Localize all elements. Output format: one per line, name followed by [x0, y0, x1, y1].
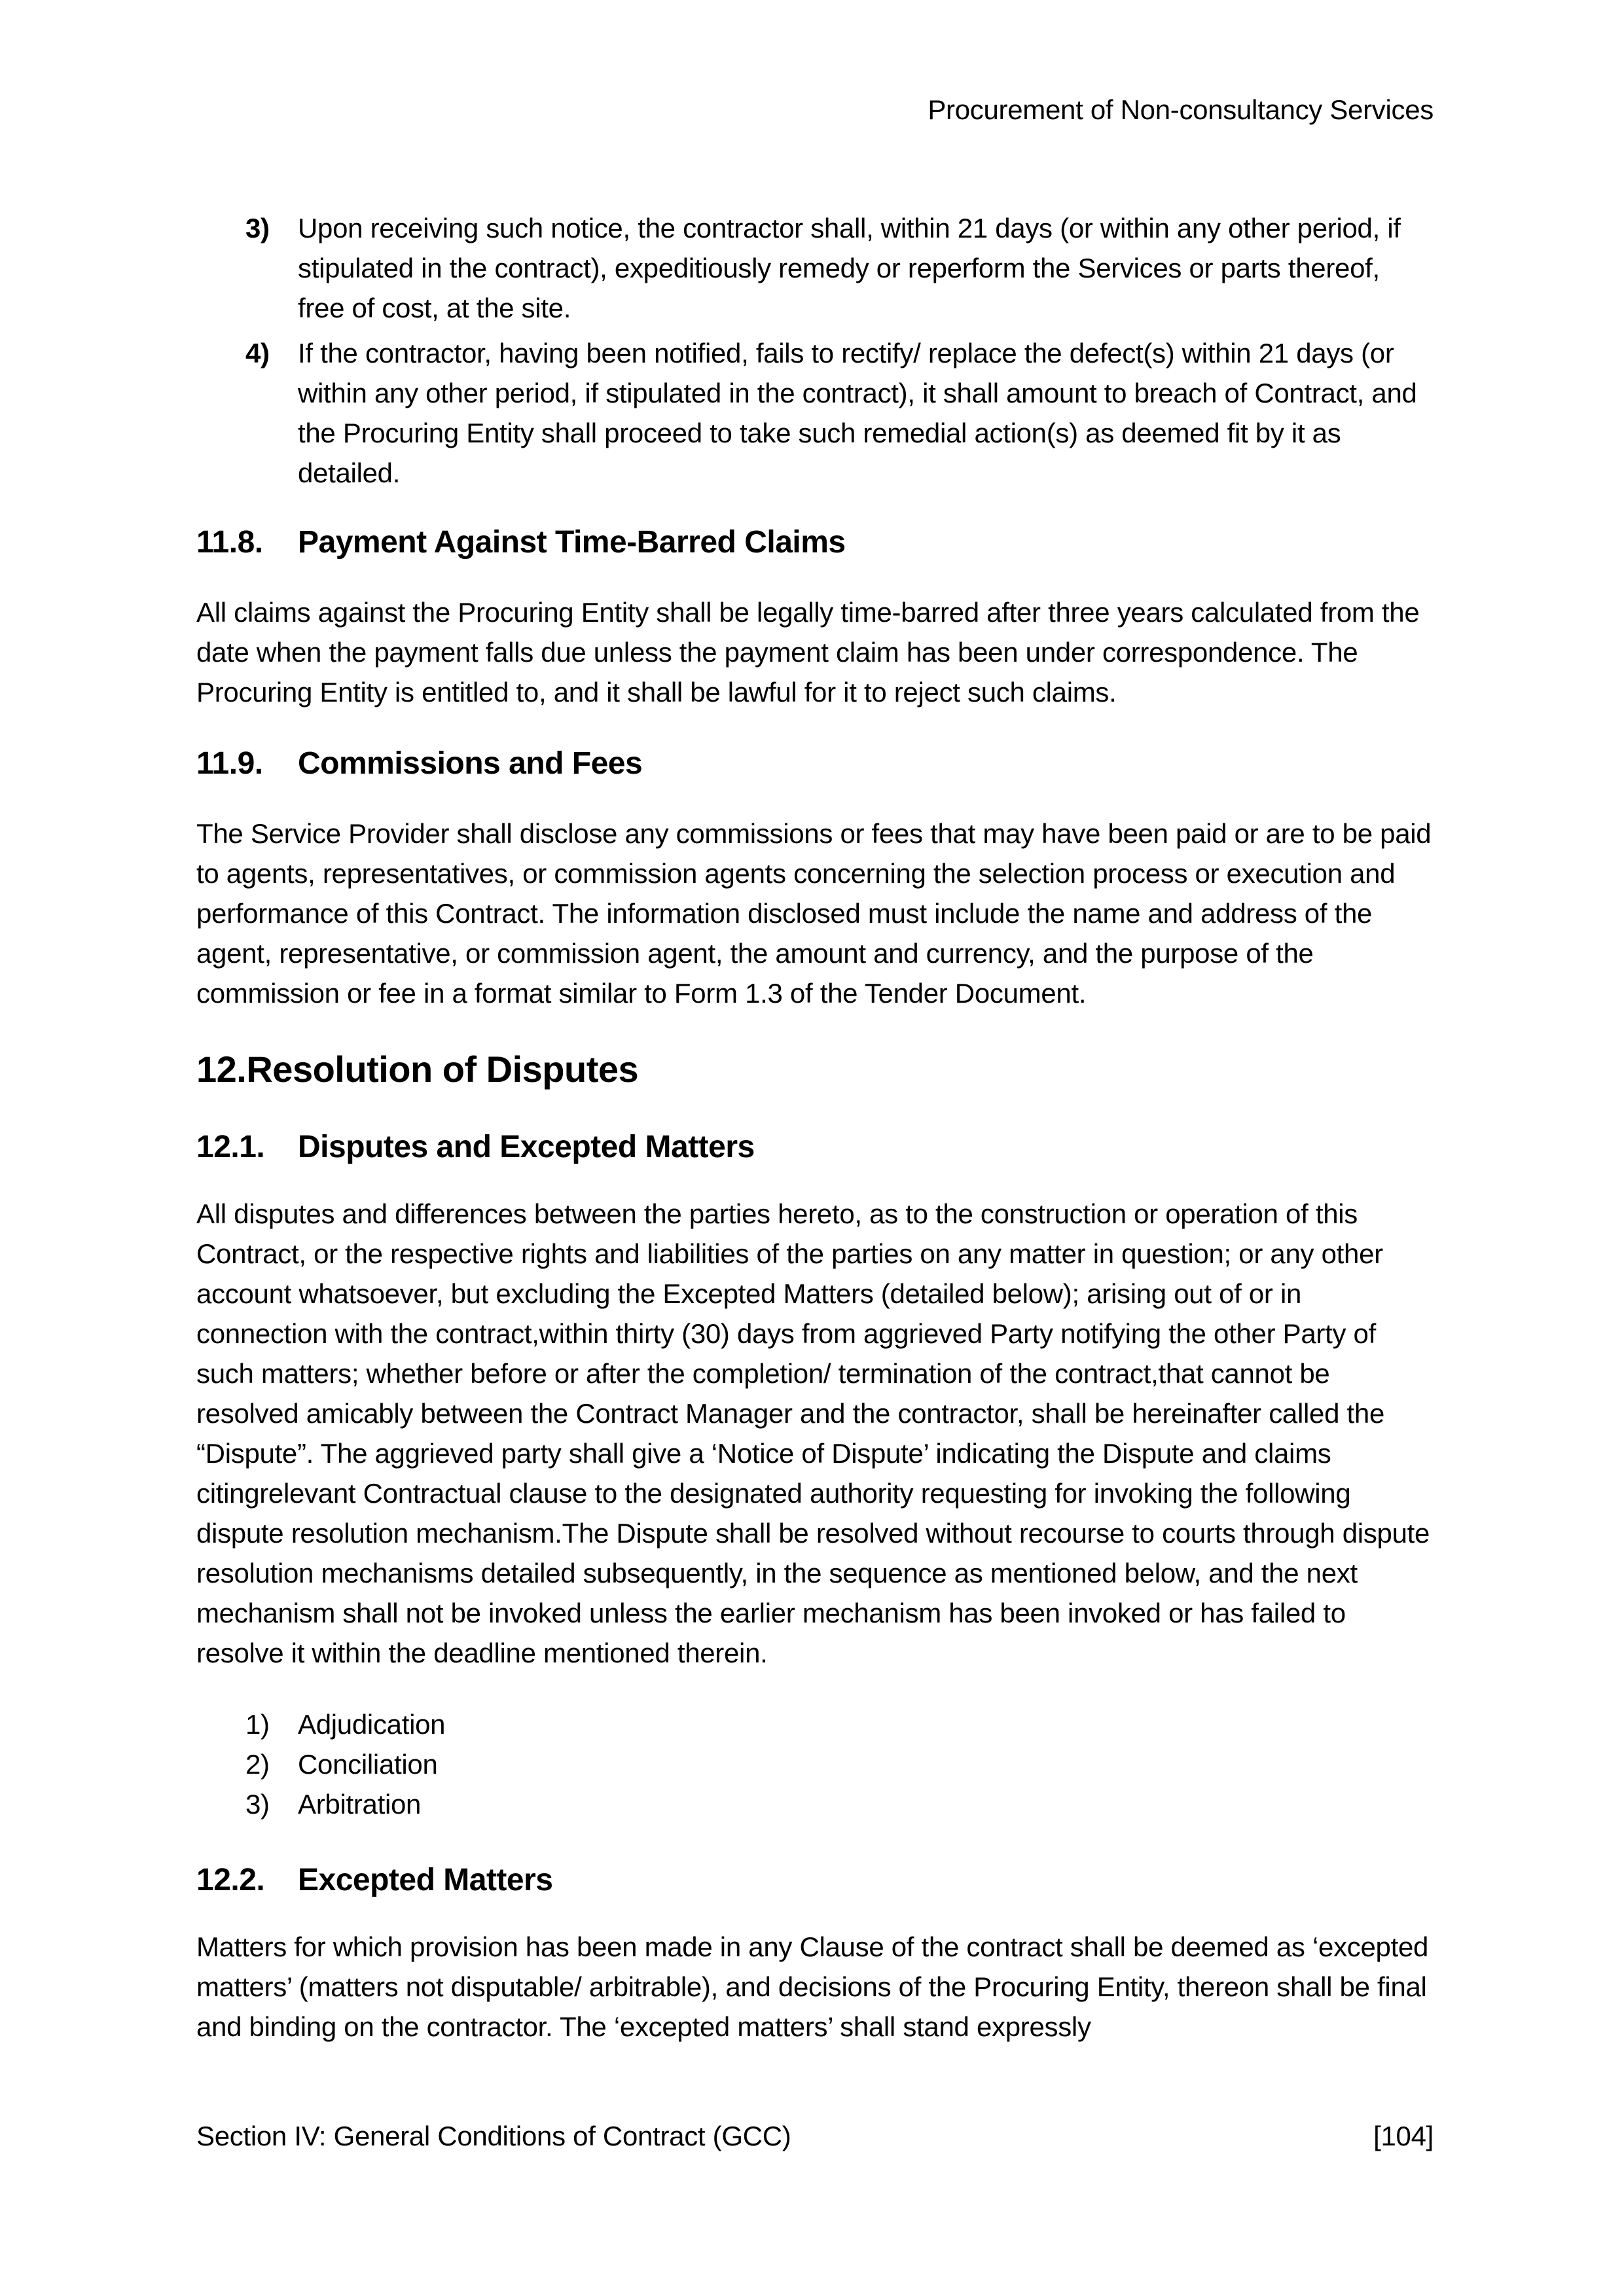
- section-title: Commissions and Fees: [298, 746, 643, 781]
- page-content: [196, 208, 1434, 2047]
- list-item-text: Conciliation: [298, 1749, 438, 1780]
- list-item: [245, 1784, 1434, 1824]
- footer-page-number: [104]: [1373, 2121, 1434, 2151]
- section-number: 11.9.: [196, 746, 263, 781]
- section-heading-12-2: [196, 1860, 1434, 1901]
- list-item: [245, 208, 1434, 328]
- list-item: [245, 1704, 1434, 1744]
- list-item: [245, 1744, 1434, 1784]
- list-item-number: 2): [245, 1749, 270, 1780]
- section-paragraph-12-1: All disputes and differences between the parties hereto, as to the construction or operation of this Contract, or the respective rights and liabilities of the parties on any matter in question; or any other account whatsoever, but excluding the Excepted Matters (detailed below); arising out of or in connection with the contract,within thirty (30) days from aggrieved Party notifying the other Party of such matters; whether before or after the completion/ termination of the contract,that cannot be resolved amicably between the Contract Manager and the contractor, shall be hereinafter called the “Dispute”. The aggrieved party shall give a ‘Notice of Dispute’ indicating the Dispute and claims citingrelevant Contractual clause to the designated authority requesting for invoking the following dispute resolution mechanism.The Dispute shall be resolved without recourse to courts through dispute resolution mechanisms detailed subsequently, in the sequence as mentioned below, and the next mechanism shall not be invoked unless the earlier mechanism has been invoked or has failed to resolve it within the deadline mentioned therein.: [196, 1198, 1430, 1668]
- chapter-title: Resolution of Disputes: [246, 1049, 639, 1090]
- section-title: Disputes and Excepted Matters: [298, 1130, 755, 1164]
- list-item-number: 3): [245, 213, 270, 243]
- list-item-number: 1): [245, 1709, 270, 1740]
- list-item-text: Arbitration: [298, 1789, 422, 1820]
- chapter-number: 12.: [196, 1049, 247, 1090]
- section-paragraph-12-2: Matters for which provision has been made in any Clause of the contract shall be deemed as ‘excepted matters’ (matters not disputable/ arbitrable), and decisions of the Procuring Entity, thereon shall be final and binding on the contractor. The ‘excepted matters’ shall stand expressly: [196, 1931, 1429, 2042]
- section-heading-11-9: [196, 744, 1434, 784]
- list-item-text: Adjudication: [298, 1709, 446, 1740]
- dispute-mechanism-list: [196, 1704, 1434, 1824]
- list-item-number: 4): [245, 338, 270, 368]
- list-item-text: If the contractor, having been notified, fails to rectify/ replace the defect(s) within 21 days (or within any other period, if stipulated in the contract), it shall amount to breach of Contract, and the Procuring Entity shall proceed to take such remedial action(s) as deemed fit by it as detailed.: [298, 338, 1417, 488]
- footer-section-label: Section IV: General Conditions of Contract (GCC): [196, 2121, 791, 2151]
- list-item: [245, 333, 1434, 493]
- list-item-number: 3): [245, 1789, 270, 1820]
- header-title: Procurement of Non-consultancy Services: [928, 94, 1434, 125]
- section-paragraph-11-9: The Service Provider shall disclose any commissions or fees that may have been paid or are to be paid to agents, representatives, or commission agents concerning the selection process or execution and performance of this Contract. The information disclosed must include the name and address of the agent, representative, or commission agent, the amount and currency, and the purpose of the commission or fee in a format similar to Form 1.3 of the Tender Document.: [196, 818, 1432, 1009]
- section-title: Excepted Matters: [298, 1863, 553, 1897]
- section-heading-12-1: [196, 1127, 1434, 1168]
- list-item-text: Upon receiving such notice, the contractor shall, within 21 days (or within any other period, if stipulated in the contract), expeditiously remedy or reperform the Services or parts thereof, free of cost, at the site.: [298, 213, 1401, 323]
- section-paragraph-11-8: All claims against the Procuring Entity shall be legally time-barred after three years calculated from the date when the payment falls due unless the payment claim has been under correspondence. The Procuring Entity is entitled to, and it shall be lawful for it to reject such claims.: [196, 597, 1420, 708]
- section-title: Payment Against Time-Barred Claims: [298, 525, 846, 560]
- page-header: [196, 93, 1434, 127]
- section-number: 12.2.: [196, 1863, 265, 1897]
- section-number: 11.8.: [196, 525, 263, 560]
- chapter-heading-12: [196, 1045, 1434, 1094]
- section-heading-11-8: [196, 522, 1434, 563]
- section-number: 12.1.: [196, 1130, 265, 1164]
- page-footer: [196, 2119, 1434, 2153]
